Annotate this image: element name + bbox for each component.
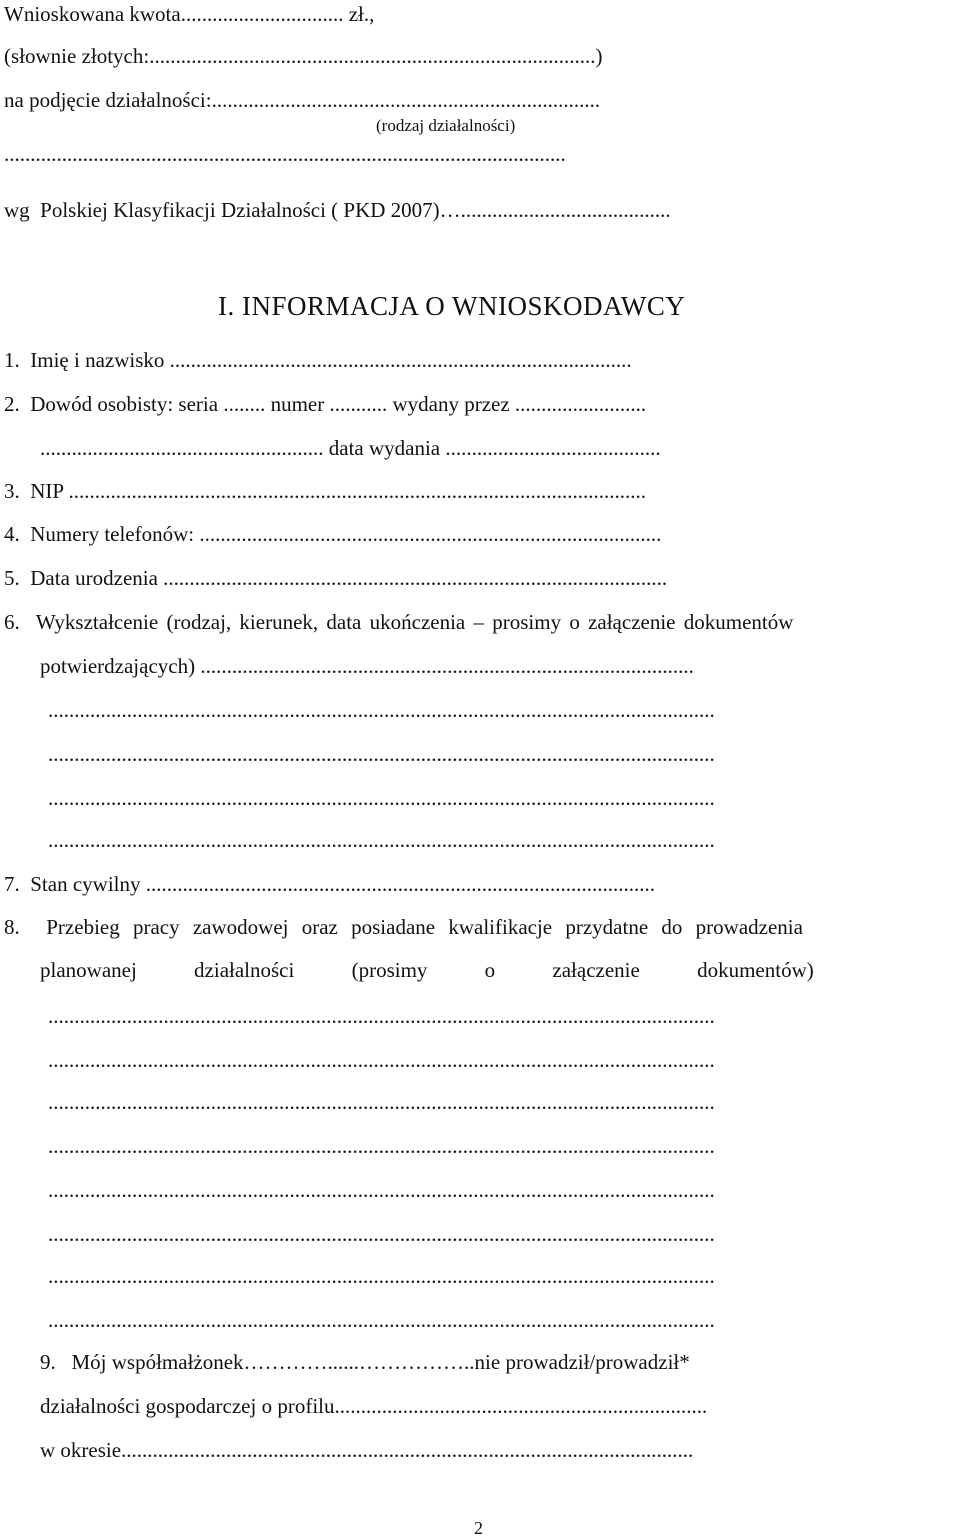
field-education-cont: potwierdzających) .............................................................................................. [40,654,694,678]
pkd-line: wg Polskiej Klasyfikacji Działalności ( PKD 2007)…........................................ [4,198,671,222]
blank-dotted-line: ............................................................................................................................... [48,1048,715,1072]
blank-dotted-line: ............................................................................................................................... [48,1222,715,1246]
blank-dotted-line: ............................................................................................................................... [48,698,715,722]
field-birth-date: 5. Data urodzenia ................................................................................................ [4,566,668,590]
blank-dotted-line: ............................................................................................................................... [48,828,715,852]
blank-dotted-line: ............................................................................................................................... [48,1264,715,1288]
section-title: I. INFORMACJA O WNIOSKODAWCY [218,291,686,321]
field-id-card-cont: ...................................................... data wydania ......................................... [40,436,661,460]
page-number: 2 [474,1518,483,1538]
activity-caption: (rodzaj działalności) [376,116,516,135]
field-name: 1. Imię i nazwisko ........................................................................................ [4,348,632,372]
field-education: 6. Wykształcenie (rodzaj, kierunek, data ukończenia – prosimy o załączenie dokumentów [4,610,794,634]
blank-dotted-line: ............................................................................................................................... [48,1134,715,1158]
field-phones: 4. Numery telefonów: ........................................................................................ [4,522,662,546]
requested-amount-line: Wnioskowana kwota............................... zł., [4,2,375,26]
blank-dotted-line: ............................................................................................................................... [48,786,715,810]
field-nip: 3. NIP .............................................................................................................. [4,479,647,503]
blank-dotted-line: ............................................................................................................................... [48,1090,715,1114]
blank-dotted-line: ............................................................................................................................... [48,1308,715,1332]
field-work-history-cont: planowanej działalności (prosimy o załączenie dokumentów) [40,958,814,982]
field-spouse-profile: działalności gospodarczej o profilu....................................................................... [40,1394,708,1418]
blank-dotted-line: ........................................................................................................... [4,142,566,166]
blank-dotted-line: ............................................................................................................................... [48,1178,715,1202]
field-marital-status: 7. Stan cywilny ................................................................................................. [4,872,655,896]
activity-line: na podjęcie działalności:.......................................................................... [4,88,601,112]
field-work-history: 8. Przebieg pracy zawodowej oraz posiadane kwalifikacje przydatne do prowadzenia [4,915,803,939]
field-spouse: 9. Mój współmałżonek…………......……………..nie prowadził/prowadził* [40,1350,690,1374]
field-spouse-period: w okresie............................................................................................................. [40,1438,694,1462]
blank-dotted-line: ............................................................................................................................... [48,742,715,766]
blank-dotted-line: ............................................................................................................................... [48,1004,715,1028]
amount-in-words-line: (słownie złotych:.....................................................................................) [4,44,603,68]
field-id-card: 2. Dowód osobisty: seria ........ numer ........... wydany przez ......................... [4,392,647,416]
